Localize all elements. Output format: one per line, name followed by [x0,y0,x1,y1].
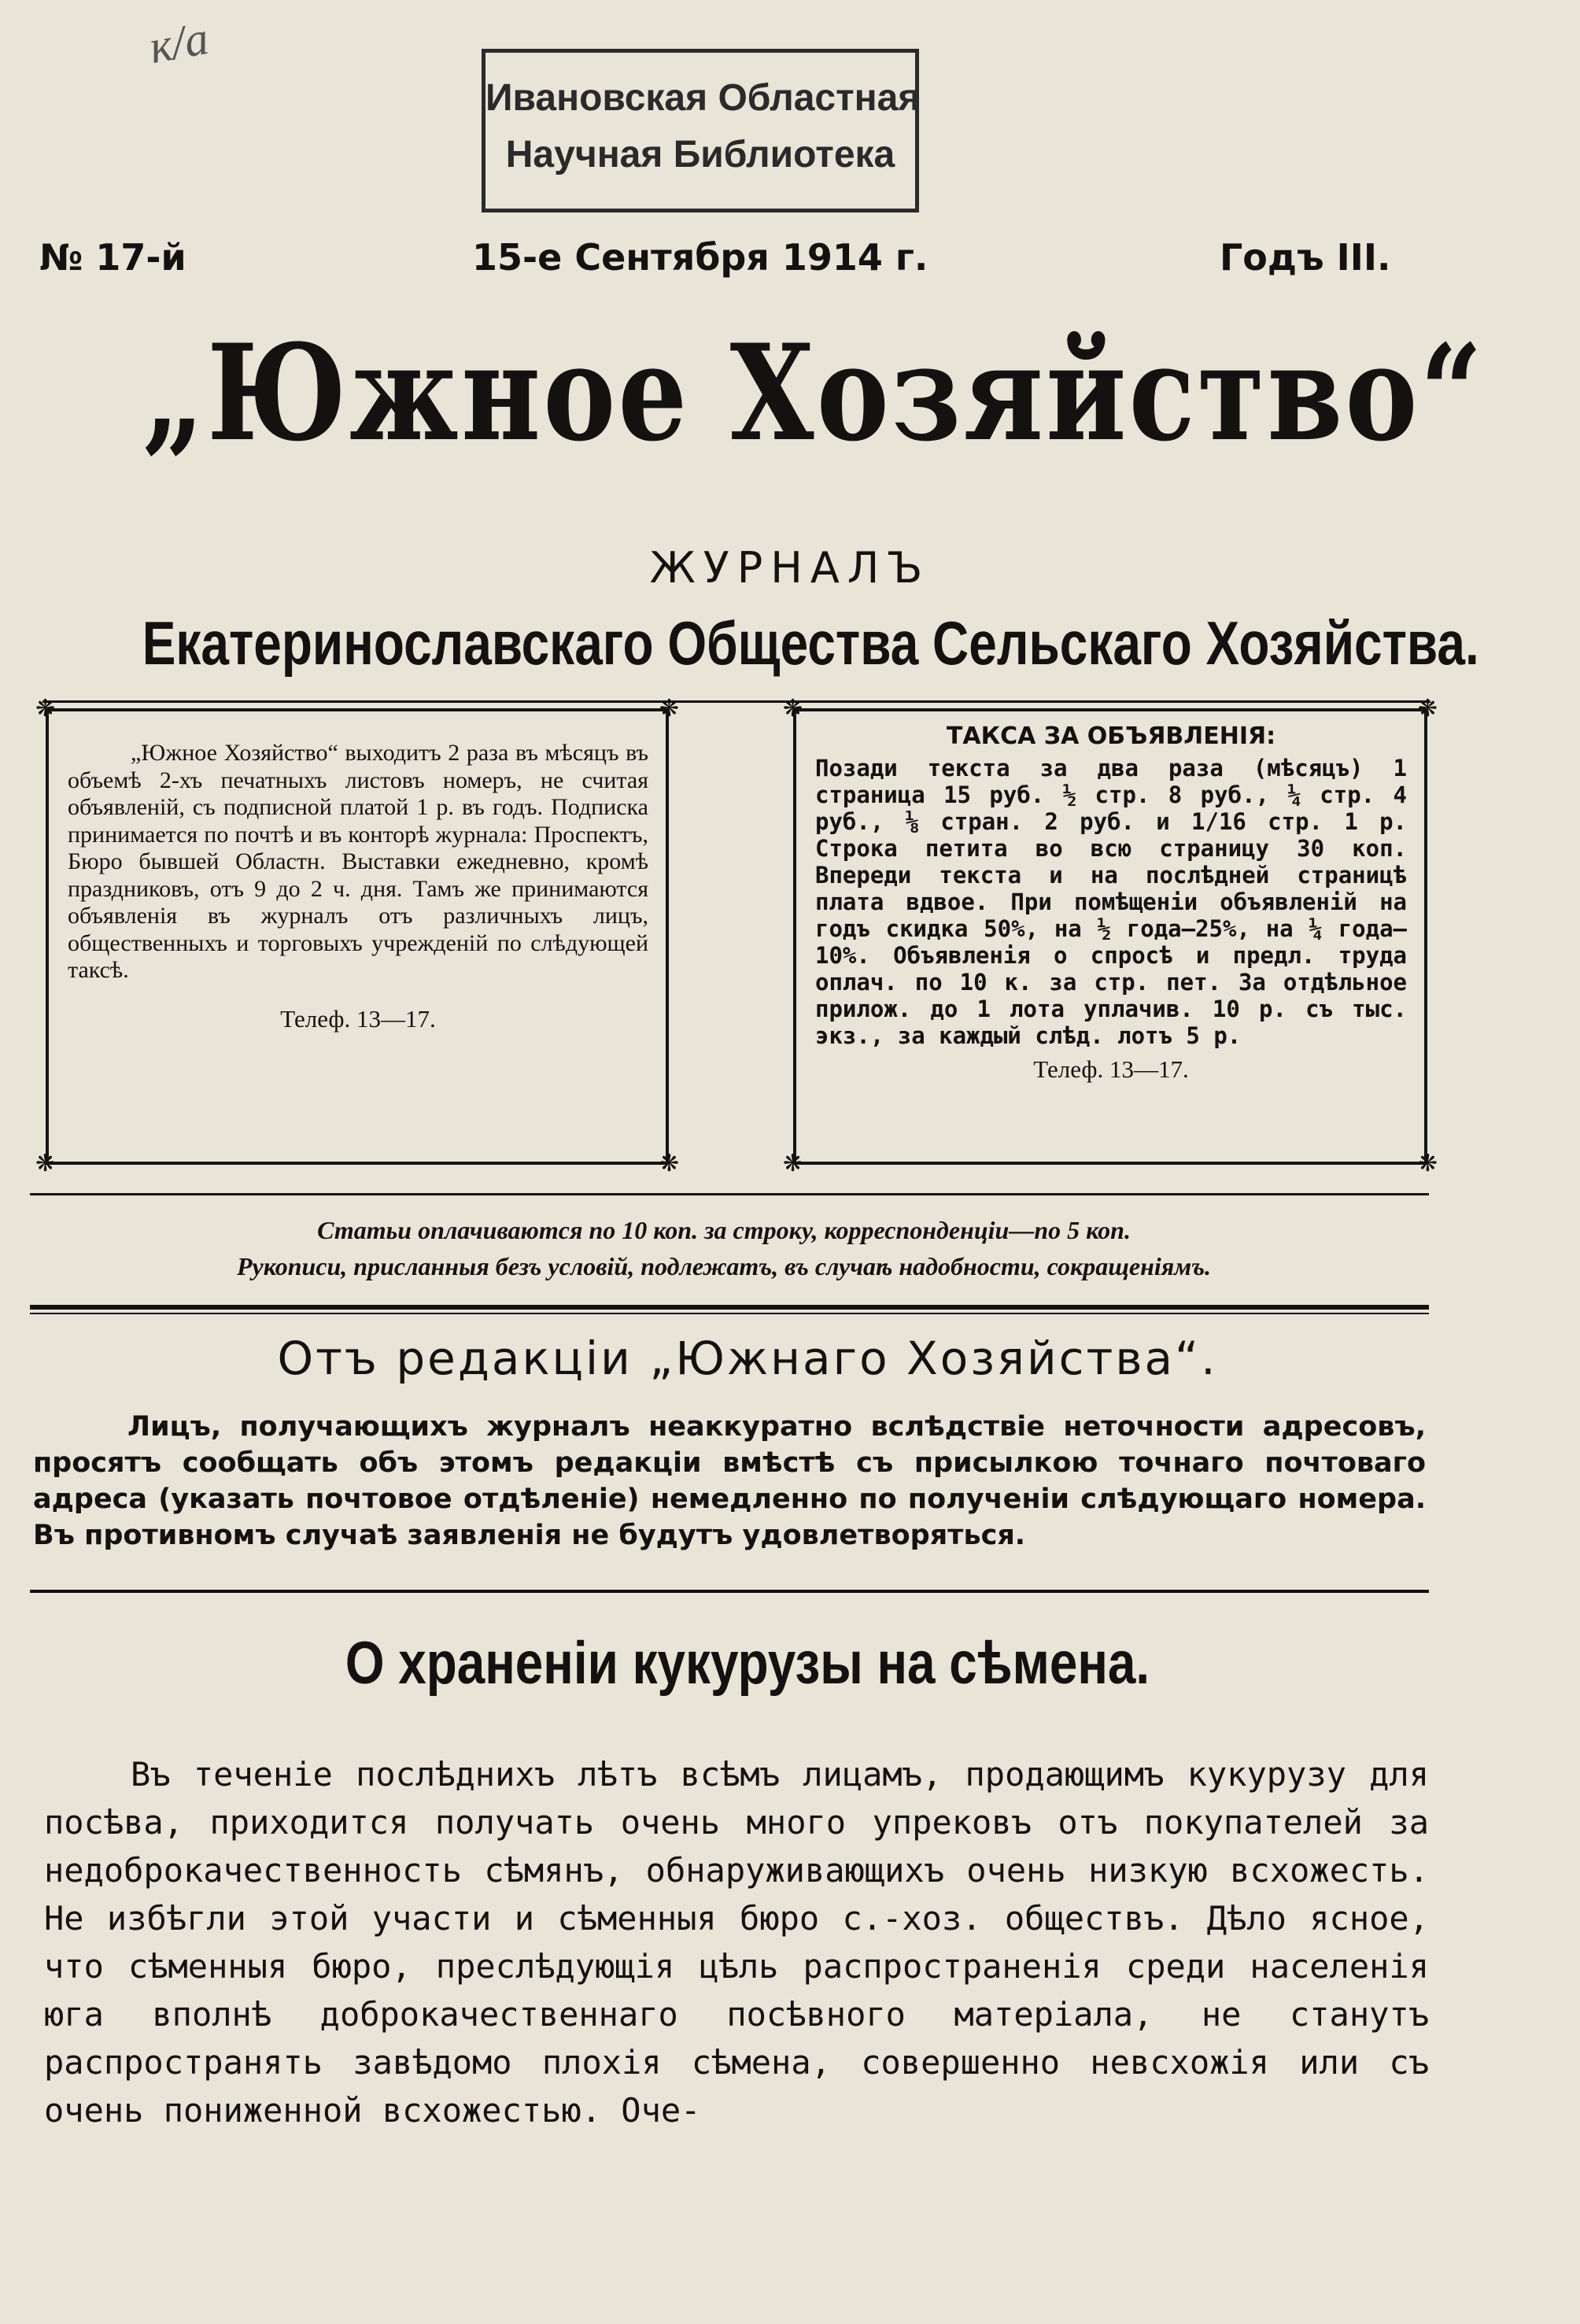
masthead-title: „Южное Хозяйство“ [142,315,1486,471]
payment-terms-line-1: Статьи оплачиваются по 10 коп. за строку, корреспонденціи—по 5 коп. [317,1216,1131,1244]
section-rule-thin [30,1313,1429,1314]
ornament-icon: ❋ [659,695,679,722]
article-body: Въ теченіе послѣднихъ лѣтъ всѣмъ лицамъ, продающимъ кукурузу для посѣва, приходится получать очень много упрековъ отъ покупателей за недоброкачественность сѣмянъ, обнаруживающихъ очень низкую всхожесть. Не избѣгли этой участи и сѣменныя бюро с.-хоз. обществъ. Дѣло ясное, что сѣменныя бюро, преслѣдующія цѣль распространенія среди населенія юга вполнѣ доброкачественнаго посѣвного матеріала, не станутъ распространять завѣдомо плохія сѣмена, совершенно невсхожія или съ очень пониженной всхожестью. Оче- [44,1755,1429,2130]
handwritten-note: к/а [145,12,212,73]
subscription-phone: Телеф. 13—17. [280,1004,436,1033]
ad-rates-title: ТАКСА ЗА ОБЪЯВЛЕНІЯ: [946,722,1276,750]
editorial-title: Отъ редакціи „Южнаго Хозяйства“. [277,1332,1218,1385]
ad-rates-text: Позади текста за два раза (мѣсяцъ) 1 страница 15 руб. ½ стр. 8 руб., ¼ стр. 4 руб., ⅛ стран. 2 руб. и 1/16 стр. 1 р. Строка петита во всю страницу 30 коп. Впереди текста и на послѣдней страницѣ плата вдвое. При помѣщеніи объявленій на годъ скидка 50%, на ½ года—25%, на ¼ года—10%. Объявленія о спросѣ и предл. труда оплач. по 10 к. за стр. пет. За отдѣльное прилож. до 1 лота уплачив. 10 р. съ тыс. экз., за каждый слѣд. лотъ 5 р. [815,755,1407,1049]
ornament-icon: ❋ [35,695,56,722]
subscription-box [35,695,679,1177]
ad-rates-phone: Телеф. 13—17. [1033,1055,1189,1083]
section-rule-thick [30,1305,1429,1310]
payment-terms-line-2: Рукописи, присланныя безъ условій, подлежатъ, въ случаѣ надобности, сокращеніямъ. [236,1252,1212,1280]
issue-number: № 17-й [39,236,186,279]
stamp-line-2: Научная Библиотека [505,134,895,176]
subscription-text: „Южное Хозяйство“ выходитъ 2 раза въ мѣсяцъ въ объемѣ 2-хъ печатныхъ листовъ номеръ, не считая объявленій, съ подписной платой 1 р. въ годъ. Подписка принимается по почтѣ и въ конторѣ журнала: Проспектъ, Бюро бывшей Областн. Выставки ежедневно, кромѣ праздниковъ, отъ 9 до 2 ч. дня. Тамъ же принимаются объявленія въ журналъ отъ различныхъ лицъ, общественныхъ и торговыхъ учрежденій по слѣдующей таксѣ. [68,740,648,983]
issue-year: Годъ III. [1220,236,1391,279]
stamp-line-1: Ивановская Областная [485,77,921,119]
editorial-body: Лицъ, получающихъ журналъ неаккуратно вслѣдствіе неточности адресовъ, просятъ сообщать объ этомъ редакціи вмѣстѣ съ присылкою точнаго почтоваго адреса (указать почтовое отдѣленіе) немедленно по полученіи слѣдующаго номера. Въ противномъ случаѣ заявленія не будутъ удовлетворяться. [33,1411,1426,1551]
article-title: О храненіи кукурузы на сѣмена. [345,1630,1150,1697]
ornament-icon: ❋ [783,1150,803,1177]
journal-label: ЖУРНАЛЪ [649,543,931,593]
ornament-icon: ❋ [1417,695,1438,722]
ornament-icon: ❋ [35,1150,56,1177]
ornament-icon: ❋ [1417,1150,1438,1177]
issue-dateline [31,236,1424,283]
article-rule [30,1590,1429,1593]
ornament-icon: ❋ [659,1150,679,1177]
box-top-rule [42,700,1430,703]
payment-terms [31,1212,1416,1284]
library-stamp [482,49,919,212]
society-name: Екатеринославскаго Общества Сельскаго Хозяйства. [142,608,1479,678]
ornament-icon: ❋ [783,695,803,722]
ad-rates-box [783,695,1438,1177]
box-bottom-rule [30,1193,1429,1195]
issue-date: 15-е Сентября 1914 г. [472,236,928,279]
